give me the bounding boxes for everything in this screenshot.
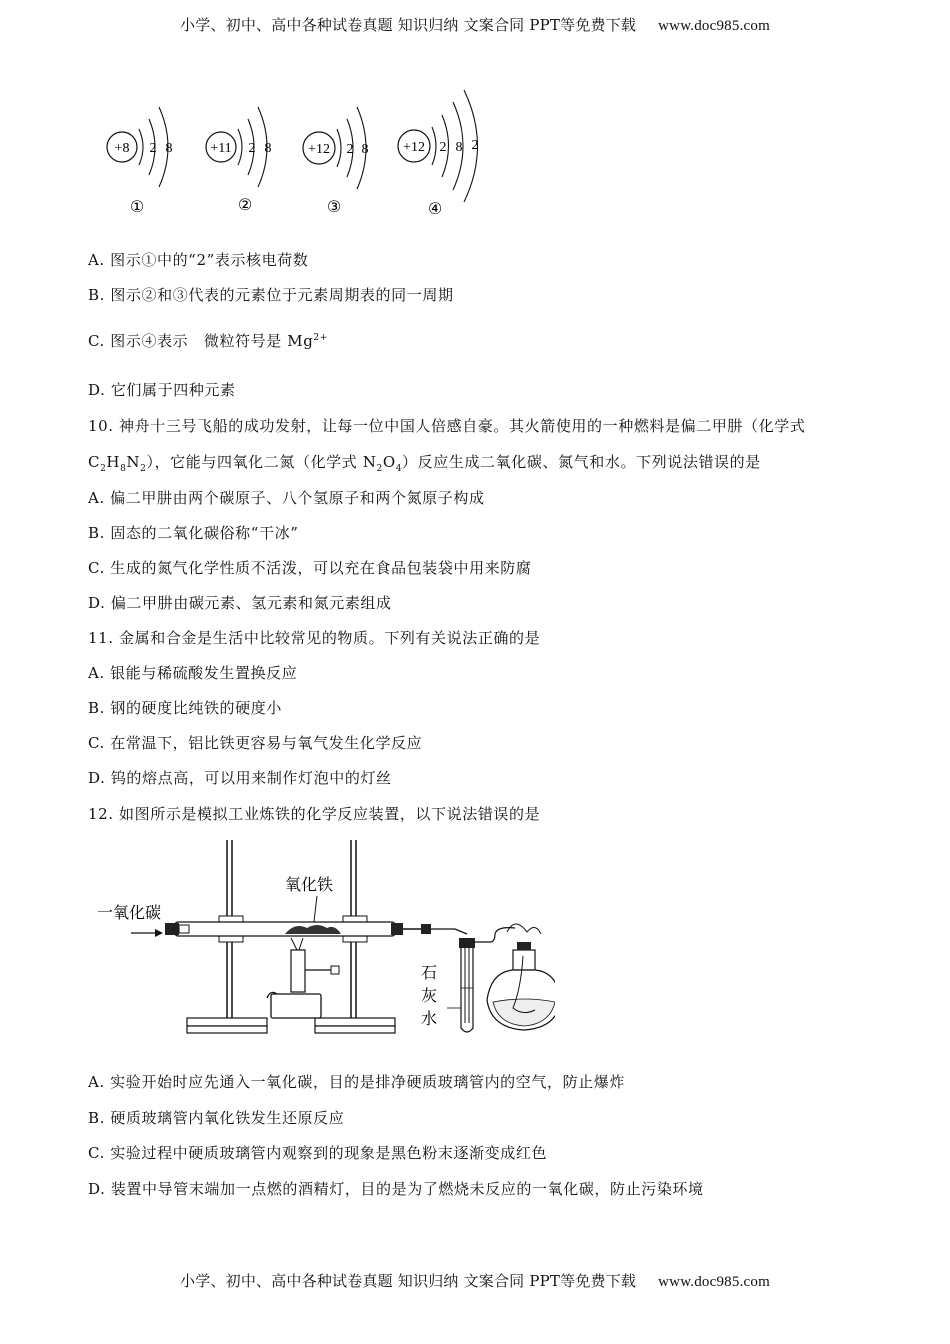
q11-option-c: C. 在常温下，铝比铁更容易与氧气发生化学反应: [88, 734, 423, 752]
q11-option-b: B. 钢的硬度比纯铁的硬度小: [88, 699, 282, 717]
atom-2-shell-2: 8: [264, 141, 272, 156]
atom-1-label: ①: [129, 197, 145, 216]
atom-1-shell-1: 2: [149, 141, 157, 156]
q10-stem-line2: $C_2H_8N_2$），它能与四氧化二氮（化学式 $N_2O_4$）反应生成二氧化碳、氮气和水。下列说法错误的是: [88, 453, 761, 474]
limewater-label-3: 水: [421, 1009, 438, 1028]
q11-option-d: D. 钨的熔点高，可以用来制作灯泡中的灯丝: [88, 769, 392, 787]
atom-3-nucleus: +12: [308, 142, 330, 157]
page-footer: [0, 1270, 950, 1291]
q10-option-a: A. 偏二甲肼由两个碳原子、八个氢原子和两个氮原子构成: [88, 489, 485, 507]
atom-structure-figure: [95, 85, 515, 225]
fe2o3-label: 氧化铁: [285, 875, 334, 894]
q9-option-d: D. 它们属于四种元素: [88, 381, 236, 399]
q11-stem: 11. 金属和合金是生活中比较常见的物质。下列有关说法正确的是: [88, 629, 541, 647]
atom-4-label: ④: [427, 199, 443, 218]
q12-option-c: C. 实验过程中硬质玻璃管内观察到的现象是黑色粉末逐渐变成红色: [88, 1144, 548, 1162]
atom-3-shell-2: 8: [361, 142, 369, 157]
atom-diagram-3: [303, 107, 369, 216]
limewater-label-2: 灰: [421, 986, 438, 1005]
atom-2-shell-1: 2: [248, 141, 256, 156]
atom-4-shell-2: 8: [455, 140, 463, 155]
atom-3-label: ③: [326, 197, 342, 216]
atom-diagram-2: [206, 107, 272, 214]
iron-smelting-apparatus-figure: [95, 838, 555, 1043]
atom-diagram-1: [107, 107, 173, 216]
atom-1-nucleus: +8: [114, 141, 130, 156]
atom-2-nucleus: +11: [210, 141, 232, 156]
q10-stem-line1: 10. 神舟十三号飞船的成功发射，让每一位中国人倍感自豪。其火箭使用的一种燃料是偏二甲肼（化学式: [88, 417, 806, 435]
q9-option-c-charge: 2+: [313, 333, 328, 343]
header-site-link[interactable]: www.doc985.com: [658, 18, 770, 34]
q9-option-c-text: C. 图示④表示 微粒符号是 Mg: [88, 332, 314, 350]
atom-diagram-4: [398, 90, 479, 218]
footer-text: 小学、初中、高中各种试卷真题 知识归纳 文案合同 PPT等免费下载: [180, 1272, 637, 1290]
header-text: 小学、初中、高中各种试卷真题 知识归纳 文案合同 PPT等免费下载: [180, 16, 637, 34]
q9-option-a: A. 图示①中的“2”表示核电荷数: [88, 251, 309, 269]
q12-option-d: D. 装置中导管末端加一点燃的酒精灯，目的是为了燃烧未反应的一氧化碳，防止污染环境: [88, 1180, 704, 1198]
q11-option-a: A. 银能与稀硫酸发生置换反应: [88, 664, 298, 682]
q10-option-d: D. 偏二甲肼由碳元素、氢元素和氮元素组成: [88, 594, 392, 612]
atom-4-shell-3: 2: [471, 138, 479, 153]
q10-option-c: C. 生成的氮气化学性质不活泼，可以充在食品包装袋中用来防腐: [88, 559, 532, 577]
q10-option-b: B. 固态的二氧化碳俗称“干冰”: [88, 524, 299, 542]
limewater-label-1: 石: [421, 963, 438, 982]
q12-stem: 12. 如图所示是模拟工业炼铁的化学反应装置，以下说法错误的是: [88, 805, 541, 823]
atom-4-nucleus: +12: [403, 140, 425, 155]
page-header: [0, 14, 950, 35]
q9-option-b: B. 图示②和③代表的元素位于元素周期表的同一周期: [88, 286, 454, 304]
q9-option-c: [88, 330, 328, 351]
q12-option-a: A. 实验开始时应先通入一氧化碳，目的是排净硬质玻璃管内的空气，防止爆炸: [88, 1073, 625, 1091]
atom-3-shell-1: 2: [346, 142, 354, 157]
footer-site-link[interactable]: www.doc985.com: [658, 1274, 770, 1290]
co-label: 一氧化碳: [97, 903, 162, 922]
atom-4-shell-1: 2: [439, 140, 447, 155]
atom-2-label: ②: [237, 195, 253, 214]
q12-option-b: B. 硬质玻璃管内氧化铁发生还原反应: [88, 1109, 345, 1127]
atom-1-shell-2: 8: [165, 141, 173, 156]
